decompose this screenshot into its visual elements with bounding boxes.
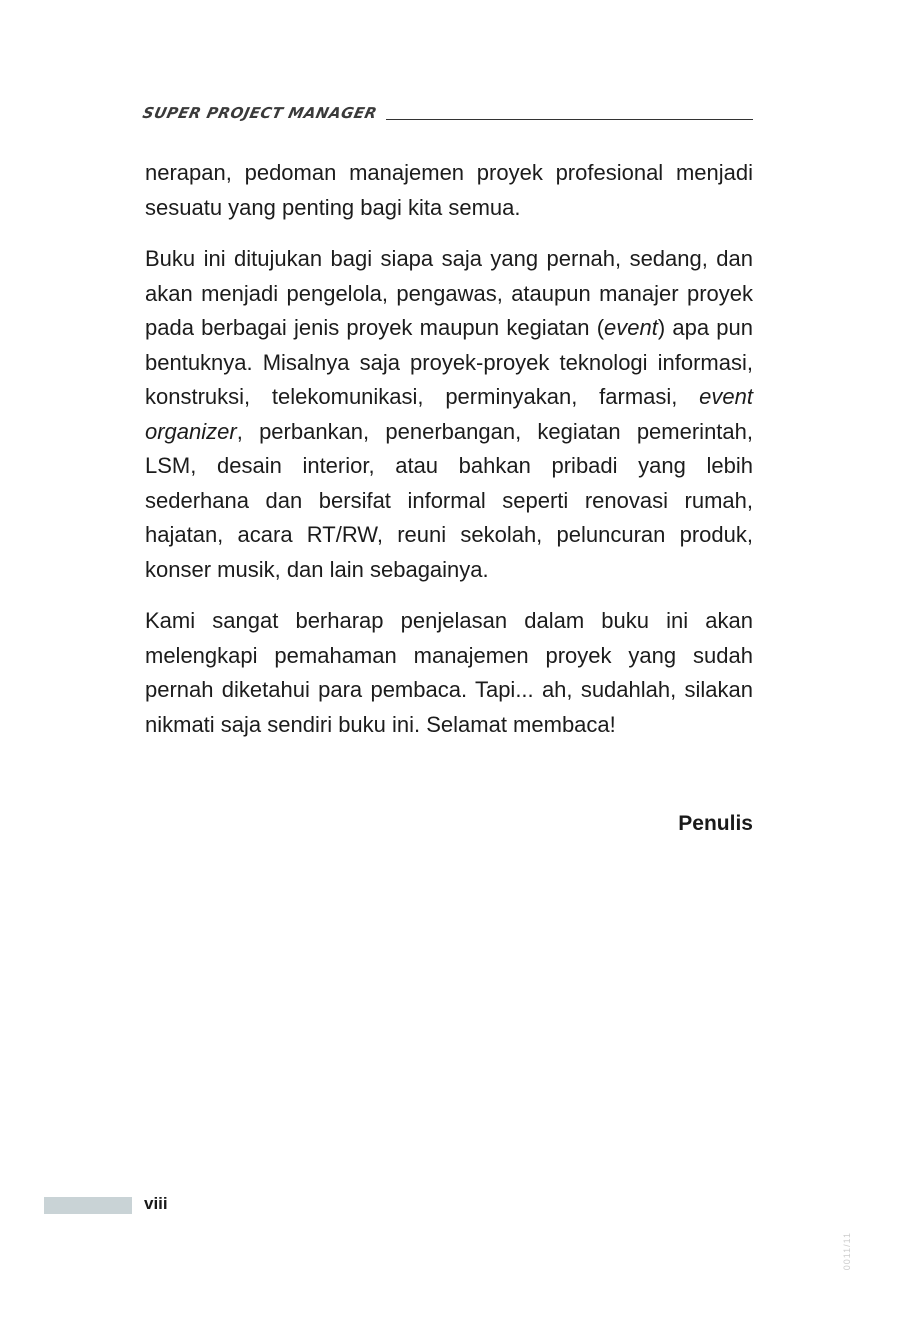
paragraph-2-part-3: , perbankan, penerbangan, kegiatan pemerintah, LSM, desain interior, atau bahkan pribadi yang lebih sederhana dan bersifat informal seperti renovasi rumah, hajatan, acara RT/RW, reuni sekolah, peluncuran produk, konser musik, dan lain sebagainya. (145, 418, 753, 582)
running-header (143, 104, 753, 130)
side-stamp: 0011/11 (842, 1232, 852, 1271)
paragraph-2-emphasis-event: event (604, 315, 658, 340)
page-number: viii (144, 1194, 168, 1213)
page-number-bar (44, 1197, 132, 1214)
header-rule (386, 119, 753, 120)
main-text (145, 156, 753, 759)
paragraph-3: Kami sangat berharap penjelasan dalam buku ini akan melengkapi pemahaman manajemen proyek yang sudah pernah diketahui para pembaca. Tapi... ah, sudahlah, silakan nikmati saja sendiri buku ini. Selamat membaca! (145, 608, 753, 737)
paragraph-2-part-2: ) apa pun bentuknya. Misalnya saja proyek-proyek teknologi informasi, konstruksi, telekomunikasi, perminyakan, farmasi, (145, 315, 753, 409)
book-title-logo (141, 104, 379, 122)
paragraph-2-emphasis-event-organizer: event organizer (145, 384, 753, 444)
author-signature: Penulis (678, 812, 753, 835)
paragraph-2 (145, 242, 753, 587)
book-title-text: SUPER PROJECT MANAGER (141, 104, 379, 122)
paragraph-1: nerapan, pedoman manajemen proyek profesional menjadi sesuatu yang penting bagi kita semua. (145, 160, 753, 220)
paragraph-2-part-1: Buku ini ditujukan bagi siapa saja yang pernah, sedang, dan akan menjadi pengelola, pengawas, ataupun manajer proyek pada berbagai jenis proyek maupun kegiatan ( (145, 246, 753, 340)
